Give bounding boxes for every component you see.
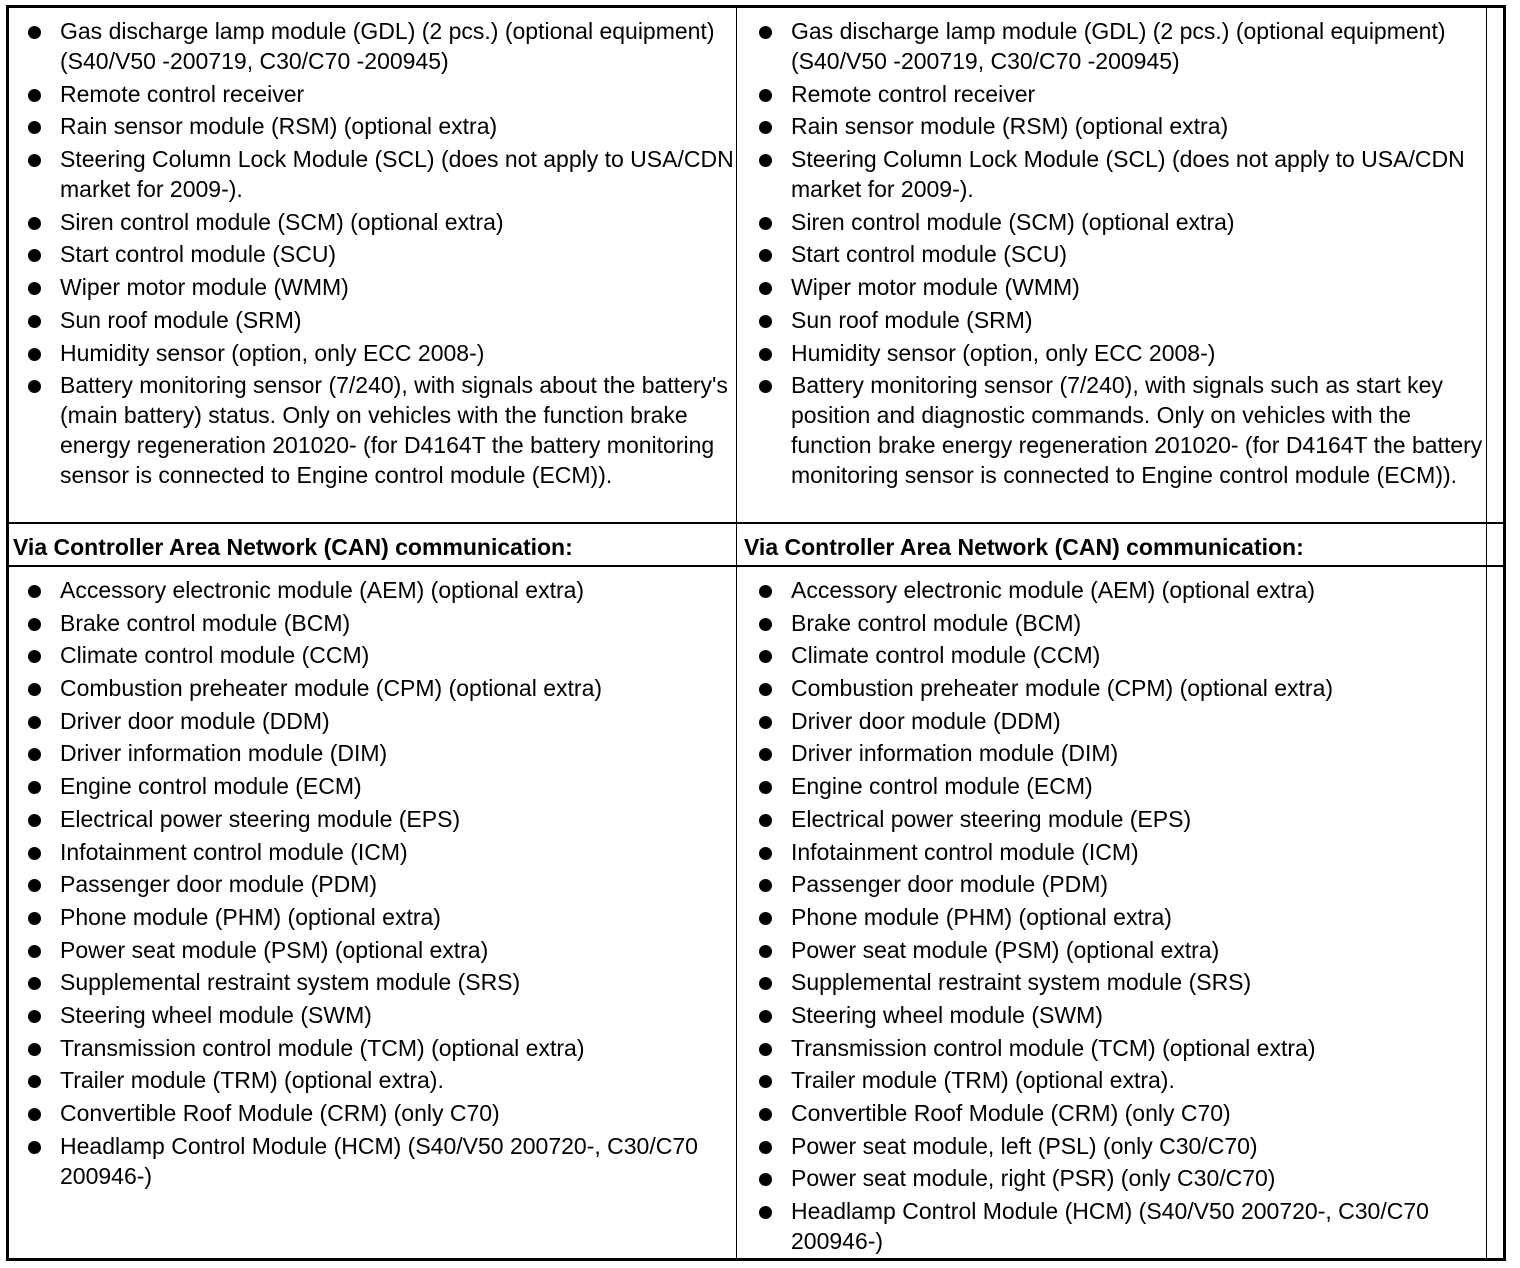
right-can-header-cell bbox=[740, 532, 1484, 562]
list-item-text: Humidity sensor (option, only ECC 2008-) bbox=[60, 339, 485, 366]
bullet-icon bbox=[759, 716, 772, 729]
bullet-icon bbox=[28, 683, 41, 696]
list-item bbox=[11, 706, 736, 736]
bullet-icon bbox=[759, 282, 772, 295]
row-divider-bottom bbox=[9, 565, 1503, 567]
list-item-text: Driver information module (DIM) bbox=[60, 740, 388, 767]
bullet-icon bbox=[28, 217, 41, 230]
column-divider-right bbox=[1486, 8, 1487, 1258]
bullet-icon bbox=[28, 912, 41, 925]
bullet-icon bbox=[28, 348, 41, 361]
bullet-icon bbox=[759, 781, 772, 794]
bullet-icon bbox=[28, 781, 41, 794]
bullet-icon bbox=[28, 89, 41, 102]
list-item-text: Trailer module (TRM) (optional extra). bbox=[60, 1067, 444, 1094]
list-item-text: Power seat module (PSM) (optional extra) bbox=[60, 936, 489, 963]
right-can-cell bbox=[742, 575, 1486, 1259]
list-item bbox=[742, 738, 1486, 768]
bullet-icon bbox=[759, 315, 772, 328]
bullet-icon bbox=[759, 1043, 772, 1056]
list-item bbox=[11, 370, 736, 490]
list-item-text: Wiper motor module (WMM) bbox=[60, 274, 349, 301]
bullet-icon bbox=[28, 1141, 41, 1154]
bullet-icon bbox=[759, 89, 772, 102]
left-lin-list bbox=[11, 16, 736, 490]
bullet-icon bbox=[759, 650, 772, 663]
list-item-text: Supplemental restraint system module (SRS) bbox=[791, 969, 1252, 996]
list-item bbox=[11, 79, 736, 109]
list-item bbox=[11, 16, 736, 76]
list-item bbox=[11, 239, 736, 269]
list-item bbox=[11, 207, 736, 237]
bullet-icon bbox=[759, 1010, 772, 1023]
list-item bbox=[11, 575, 736, 605]
list-item-text: Remote control receiver bbox=[791, 80, 1036, 107]
bullet-icon bbox=[759, 121, 772, 134]
list-item-text: Driver information module (DIM) bbox=[791, 740, 1119, 767]
list-item bbox=[742, 706, 1486, 736]
bullet-icon bbox=[759, 683, 772, 696]
list-item-text: Start control module (SCU) bbox=[791, 241, 1068, 268]
list-item-text: Gas discharge lamp module (GDL) (2 pcs.) (optional equipment) (S40/V50 -200719, C30/C70 -200945) bbox=[791, 18, 1446, 74]
list-item bbox=[11, 935, 736, 965]
list-item-text: Combustion preheater module (CPM) (optional extra) bbox=[791, 675, 1334, 702]
list-item-text: Supplemental restraint system module (SRS) bbox=[60, 969, 521, 996]
list-item bbox=[11, 1098, 736, 1128]
list-item-text: Driver door module (DDM) bbox=[791, 707, 1061, 734]
list-item bbox=[742, 1098, 1486, 1128]
list-item-text: Steering wheel module (SWM) bbox=[60, 1001, 372, 1028]
bullet-icon bbox=[28, 282, 41, 295]
list-item bbox=[742, 111, 1486, 141]
list-item-text: Steering Column Lock Module (SCL) (does not apply to USA/CDN market for 2009-). bbox=[60, 146, 734, 203]
list-item-text: Remote control receiver bbox=[60, 80, 305, 107]
list-item bbox=[742, 1131, 1486, 1161]
list-item-text: Phone module (PHM) (optional extra) bbox=[791, 903, 1172, 930]
list-item bbox=[742, 673, 1486, 703]
list-item bbox=[11, 967, 736, 997]
list-item bbox=[742, 1000, 1486, 1030]
list-item-text: Gas discharge lamp module (GDL) (2 pcs.) (optional equipment) (S40/V50 -200719, C30/C70 -200945) bbox=[60, 18, 715, 74]
bullet-icon bbox=[759, 217, 772, 230]
list-item-text: Power seat module (PSM) (optional extra) bbox=[791, 936, 1220, 963]
list-item bbox=[11, 804, 736, 834]
left-can-cell bbox=[11, 575, 736, 1193]
list-item-text: Humidity sensor (option, only ECC 2008-) bbox=[791, 339, 1216, 366]
list-item-text: Wiper motor module (WMM) bbox=[791, 274, 1080, 301]
list-item bbox=[11, 640, 736, 670]
bullet-icon bbox=[28, 26, 41, 39]
list-item bbox=[11, 771, 736, 801]
list-item bbox=[11, 272, 736, 302]
list-item-text: Infotainment control module (ICM) bbox=[791, 838, 1139, 865]
list-item bbox=[742, 771, 1486, 801]
list-item-text: Steering wheel module (SWM) bbox=[791, 1001, 1103, 1028]
bullet-icon bbox=[28, 847, 41, 860]
bullet-icon bbox=[28, 121, 41, 134]
list-item bbox=[11, 1000, 736, 1030]
list-item bbox=[11, 111, 736, 141]
bullet-icon bbox=[28, 977, 41, 990]
list-item bbox=[11, 305, 736, 335]
right-lin-cell bbox=[742, 16, 1486, 493]
left-lin-cell bbox=[11, 16, 736, 493]
list-item-text: Steering Column Lock Module (SCL) (does not apply to USA/CDN market for 2009-). bbox=[791, 146, 1465, 203]
bullet-icon bbox=[759, 1173, 772, 1186]
bullet-icon bbox=[28, 716, 41, 729]
list-item-text: Accessory electronic module (AEM) (optional extra) bbox=[791, 577, 1316, 603]
list-item bbox=[742, 305, 1486, 335]
list-item bbox=[11, 1065, 736, 1095]
list-item-text: Transmission control module (TCM) (optional extra) bbox=[60, 1034, 585, 1061]
bullet-icon bbox=[759, 945, 772, 958]
list-item-text: Driver door module (DDM) bbox=[60, 707, 330, 734]
list-item-text: Brake control module (BCM) bbox=[791, 609, 1082, 636]
bullet-icon bbox=[28, 945, 41, 958]
list-item bbox=[742, 370, 1486, 490]
bullet-icon bbox=[28, 249, 41, 262]
bullet-icon bbox=[28, 814, 41, 827]
list-item-text: Sun roof module (SRM) bbox=[791, 306, 1033, 333]
list-item bbox=[742, 902, 1486, 932]
list-item bbox=[742, 575, 1486, 605]
list-item bbox=[742, 608, 1486, 638]
list-item bbox=[11, 673, 736, 703]
bullet-icon bbox=[28, 618, 41, 631]
list-item bbox=[742, 1196, 1486, 1256]
bullet-icon bbox=[28, 879, 41, 892]
list-item bbox=[742, 837, 1486, 867]
bullet-icon bbox=[759, 1108, 772, 1121]
list-item bbox=[742, 272, 1486, 302]
bullet-icon bbox=[759, 1206, 772, 1219]
list-item-text: Headlamp Control Module (HCM) (S40/V50 200720-, C30/C70 200946-) bbox=[791, 1198, 1429, 1255]
bullet-icon bbox=[28, 154, 41, 167]
bullet-icon bbox=[28, 315, 41, 328]
list-item bbox=[11, 738, 736, 768]
bullet-icon bbox=[28, 380, 41, 393]
list-item bbox=[742, 144, 1486, 204]
bullet-icon bbox=[759, 1075, 772, 1088]
list-item bbox=[742, 239, 1486, 269]
list-item-text: Brake control module (BCM) bbox=[60, 609, 351, 636]
bullet-icon bbox=[759, 348, 772, 361]
list-item bbox=[11, 837, 736, 867]
bullet-icon bbox=[759, 26, 772, 39]
bullet-icon bbox=[28, 1010, 41, 1023]
list-item-text: Engine control module (ECM) bbox=[791, 773, 1093, 800]
list-item-text: Siren control module (SCM) (optional extra) bbox=[60, 208, 504, 235]
list-item-text: Sun roof module (SRM) bbox=[60, 306, 302, 333]
list-item bbox=[742, 1065, 1486, 1095]
list-item-text: Climate control module (CCM) bbox=[60, 642, 370, 669]
list-item bbox=[742, 804, 1486, 834]
list-item-text: Convertible Roof Module (CRM) (only C70) bbox=[60, 1100, 500, 1126]
list-item-text: Power seat module, right (PSR) (only C30/C70) bbox=[791, 1165, 1276, 1192]
list-item bbox=[11, 1033, 736, 1063]
list-item-text: Electrical power steering module (EPS) bbox=[791, 805, 1192, 832]
list-item-text: Battery monitoring sensor (7/240), with signals about the battery's (main battery) status. Only on vehicles with the function brake energy regeneration 201020- (for D4164T the battery monitoring sensor is connected to Engine control module (ECM)). bbox=[60, 372, 728, 489]
bullet-icon bbox=[759, 380, 772, 393]
right-can-header: Via Controller Area Network (CAN) communication: bbox=[744, 534, 1304, 560]
list-item bbox=[742, 1033, 1486, 1063]
list-item bbox=[742, 967, 1486, 997]
bullet-icon bbox=[28, 650, 41, 663]
bullet-icon bbox=[28, 748, 41, 761]
list-item-text: Combustion preheater module (CPM) (optional extra) bbox=[60, 675, 603, 702]
left-can-header: Via Controller Area Network (CAN) communication: bbox=[13, 534, 573, 560]
list-item bbox=[11, 902, 736, 932]
bullet-icon bbox=[759, 912, 772, 925]
bullet-icon bbox=[28, 1108, 41, 1121]
bullet-icon bbox=[28, 1075, 41, 1088]
bullet-icon bbox=[759, 249, 772, 262]
list-item bbox=[742, 935, 1486, 965]
list-item bbox=[742, 16, 1486, 76]
comparison-table bbox=[6, 5, 1506, 1261]
bullet-icon bbox=[28, 585, 41, 598]
list-item-text: Passenger door module (PDM) bbox=[60, 871, 378, 898]
list-item-text: Siren control module (SCM) (optional extra) bbox=[791, 208, 1235, 235]
list-item-text: Passenger door module (PDM) bbox=[791, 871, 1109, 898]
right-can-list bbox=[742, 575, 1486, 1256]
list-item bbox=[11, 1131, 736, 1191]
bullet-icon bbox=[28, 1043, 41, 1056]
list-item-text: Power seat module, left (PSL) (only C30/C70) bbox=[791, 1132, 1258, 1159]
left-can-header-cell bbox=[9, 532, 734, 562]
bullet-icon bbox=[759, 748, 772, 761]
list-item-text: Trailer module (TRM) (optional extra). bbox=[791, 1067, 1175, 1094]
list-item-text: Phone module (PHM) (optional extra) bbox=[60, 903, 441, 930]
list-item-text: Battery monitoring sensor (7/240), with signals such as start key position and diagnostic commands. Only on vehicles with the function brake energy regeneration 201020- (for D4164T the battery monitoring sensor is connected to Engine control module (ECM)). bbox=[791, 372, 1483, 489]
list-item-text: Headlamp Control Module (HCM) (S40/V50 200720-, C30/C70 200946-) bbox=[60, 1132, 698, 1189]
list-item bbox=[11, 608, 736, 638]
list-item-text: Transmission control module (TCM) (optional extra) bbox=[791, 1034, 1316, 1061]
bullet-icon bbox=[759, 847, 772, 860]
bullet-icon bbox=[759, 879, 772, 892]
list-item-text: Infotainment control module (ICM) bbox=[60, 838, 408, 865]
bullet-icon bbox=[759, 585, 772, 598]
list-item bbox=[742, 640, 1486, 670]
list-item-text: Rain sensor module (RSM) (optional extra) bbox=[791, 113, 1229, 140]
right-lin-list bbox=[742, 16, 1486, 490]
column-divider-center bbox=[736, 8, 737, 1258]
bullet-icon bbox=[759, 977, 772, 990]
bullet-icon bbox=[759, 618, 772, 631]
list-item bbox=[11, 338, 736, 368]
list-item bbox=[742, 869, 1486, 899]
left-can-list bbox=[11, 575, 736, 1191]
list-item-text: Convertible Roof Module (CRM) (only C70) bbox=[791, 1100, 1231, 1126]
list-item-text: Start control module (SCU) bbox=[60, 241, 337, 268]
list-item-text: Electrical power steering module (EPS) bbox=[60, 805, 461, 832]
list-item bbox=[742, 338, 1486, 368]
bullet-icon bbox=[759, 154, 772, 167]
bullet-icon bbox=[759, 1141, 772, 1154]
list-item bbox=[11, 869, 736, 899]
list-item bbox=[11, 144, 736, 204]
row-divider-top bbox=[9, 522, 1503, 524]
bullet-icon bbox=[759, 814, 772, 827]
list-item bbox=[742, 1163, 1486, 1193]
list-item-text: Accessory electronic module (AEM) (optional extra) bbox=[60, 577, 585, 603]
list-item-text: Engine control module (ECM) bbox=[60, 773, 362, 800]
list-item bbox=[742, 207, 1486, 237]
list-item-text: Rain sensor module (RSM) (optional extra) bbox=[60, 113, 498, 140]
list-item-text: Climate control module (CCM) bbox=[791, 642, 1101, 669]
list-item bbox=[742, 79, 1486, 109]
